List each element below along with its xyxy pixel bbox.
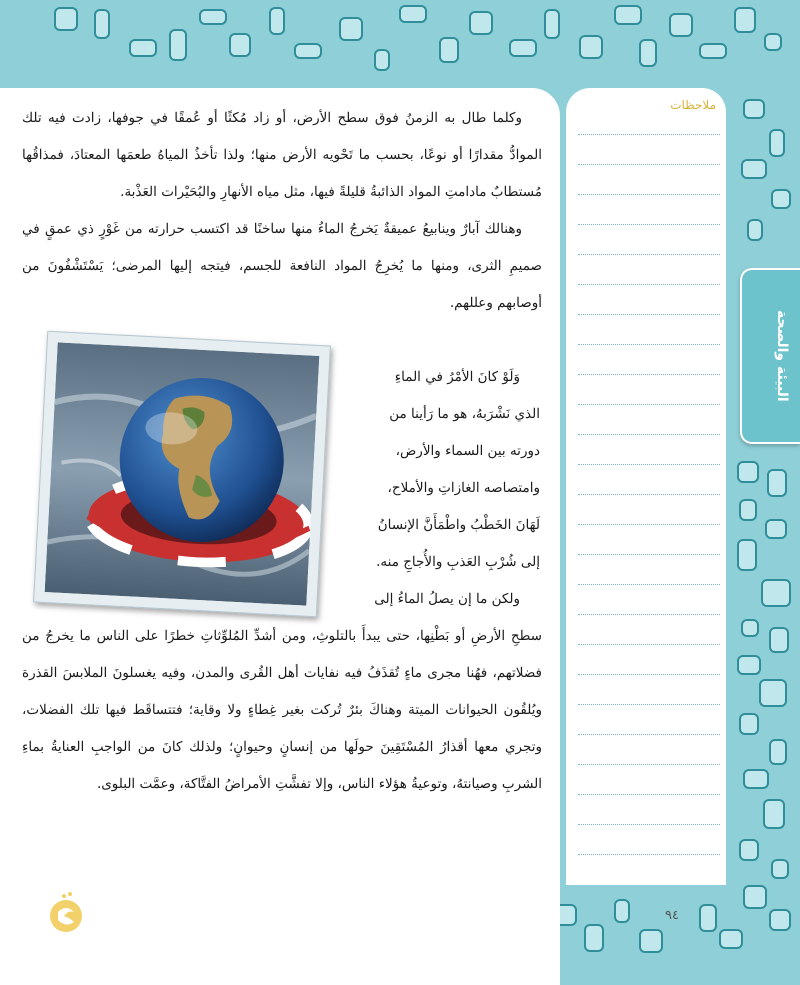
decorative-tile <box>764 800 784 828</box>
body-text-bottom <box>22 618 542 803</box>
decorative-tile <box>748 220 762 240</box>
note-line <box>578 464 720 465</box>
note-line <box>578 134 720 135</box>
decorative-tile <box>510 40 536 56</box>
decorative-tile <box>640 40 656 66</box>
note-line <box>578 284 720 285</box>
decorative-tile <box>738 540 756 570</box>
text-line: ولكن ما إن يصلُ الماءُ إلى <box>374 591 520 607</box>
earth-lifebuoy-illustration <box>45 342 320 605</box>
decorative-tile <box>772 860 788 878</box>
decorative-tile <box>760 680 786 706</box>
note-line <box>578 674 720 675</box>
body-text-wrapped <box>340 359 540 618</box>
note-line <box>578 704 720 705</box>
side-tab-environment-health[interactable] <box>740 268 800 444</box>
side-tab-label: البيئة والصحة <box>774 310 790 402</box>
note-line <box>578 824 720 825</box>
earth-lifebuoy-photo <box>33 331 331 617</box>
note-line <box>578 644 720 645</box>
decorative-tile <box>670 14 692 36</box>
publisher-logo-icon <box>46 888 86 938</box>
text-line: إلى شُرْبِ العَذبِ والأُجاجِ منه. <box>376 554 540 570</box>
text-line: لَهَانَ الخَطْبُ واطْمَأَنَّ الإنسانُ <box>377 517 540 533</box>
decorative-tile <box>742 620 758 636</box>
decorative-tile <box>742 160 766 178</box>
decorative-tile <box>740 840 758 860</box>
notes-title: ملاحظات <box>670 98 716 112</box>
decorative-tile <box>230 34 250 56</box>
decorative-tile <box>130 40 156 56</box>
note-line <box>578 434 720 435</box>
note-line <box>578 314 720 315</box>
decorative-tile <box>770 628 788 652</box>
decorative-tile <box>470 12 492 34</box>
decorative-tile <box>768 470 786 496</box>
decorative-tile <box>770 910 790 930</box>
decorative-tile <box>738 656 760 674</box>
decorative-tile <box>580 36 602 58</box>
note-line <box>578 494 720 495</box>
decorative-tile <box>615 900 629 922</box>
decorative-tile <box>720 930 742 948</box>
decorative-tile <box>375 50 389 70</box>
decorative-tile <box>770 740 786 764</box>
decorative-tile <box>762 580 790 606</box>
note-line <box>578 344 720 345</box>
paragraph: وهنالك آبارٌ وينابيعُ عميقةٌ يَخرجُ الماءُ منها ساخنًا قد اكتسب حرارته من غَوْرٍ ذي عمقٍ في صميمِ الثرى، ومنها ما يُخرِجُ المواد النافعة للجسم، فيتجه إليها المرضى؛ يَسْتَشْفُونَ من أوصابهم وعللهم. <box>22 221 542 311</box>
decorative-tile <box>735 8 755 32</box>
decorative-tile <box>700 44 726 58</box>
decorative-tile <box>55 8 77 30</box>
text-line: الذي نَشْرَبهُ، هو ما رَأينا من <box>389 406 540 422</box>
decorative-tile <box>740 500 756 520</box>
note-line <box>578 194 720 195</box>
note-line <box>578 794 720 795</box>
notes-panel <box>566 88 726 885</box>
body-text-top <box>22 100 542 322</box>
decorative-tile <box>440 38 458 62</box>
note-line <box>578 224 720 225</box>
note-line <box>578 374 720 375</box>
text-line: وَلَوْ كانَ الأمْرُ في الماءِ <box>394 369 520 385</box>
note-line <box>578 164 720 165</box>
decorative-tile <box>170 30 186 60</box>
page-number: ٩٤ <box>665 908 679 923</box>
note-line <box>578 404 720 405</box>
decorative-tile <box>545 10 559 38</box>
decorative-tile <box>744 770 768 788</box>
decorative-tile <box>765 34 781 50</box>
decorative-tile <box>744 886 766 908</box>
decorative-tile <box>340 18 362 40</box>
note-line <box>578 854 720 855</box>
decorative-tile <box>770 130 784 156</box>
decorative-tile <box>615 6 641 24</box>
decorative-tile <box>744 100 764 118</box>
note-line <box>578 614 720 615</box>
note-line <box>578 764 720 765</box>
text-line: دورته بين السماء والأرض، <box>395 443 540 459</box>
decorative-tile <box>400 6 426 22</box>
decorative-tile <box>95 10 109 38</box>
note-line <box>578 734 720 735</box>
decorative-tile <box>270 8 284 34</box>
note-line <box>578 254 720 255</box>
note-line <box>578 524 720 525</box>
decorative-tile <box>772 190 790 208</box>
decorative-tile <box>738 462 758 482</box>
decorative-tile <box>640 930 662 952</box>
text-line: وامتصاصه الغازاتِ والأملاح، <box>387 480 540 496</box>
paragraph: وكلما طال به الزمنُ فوق سطح الأرض، أو زاد مُكثًا أو عُمقًا في جوفها، زادت فيه تلك الموادُّ مقدارًا أو نوعًا، بحسب ما تَحْويه الأرض منها؛ ولذا تأخذُ المياهُ طعمَها المعتادَ، فمذاقُها مُستطابٌ مادامتِ المواد الذائبةُ قليلةً فيها، مثل مياه الأنهارِ والبُحَيْرات العَذْبة. <box>22 110 542 200</box>
decorative-tile <box>295 44 321 58</box>
decorative-tile <box>700 905 716 931</box>
note-line <box>578 584 720 585</box>
paragraph: سطحِ الأرضِ أو بَطْنِها، حتى يبدأَ بالتلوثِ، ومن أشدِّ المُلوِّثاتِ خطرًا على الناس ما يخرجُ من فضلاتهم، فهُنا مجرى ماءٍ تُقذَفُ فيه نفايات أهل القُرى والمدن، وفيه يغسلونَ الملابسَ القذرة ويُلقُون الحيوانات الميتة وهناكَ بئرٌ تُركت بغير غِطاءٍ ولا وقاية؛ فتتساقَط فيها تلك الفضلات، وتجري معها أقذارُ المُسْتَقِينَ حولَها من إنسانٍ وحيوانٍ؛ ولذلك كانَ من الواجبِ العنايةُ بماءِ الشربِ وصيانتهُ، وتوعيةُ هؤلاء الناس، وإلا تفشَّتِ الأمراضُ الفتَّاكة، وعمَّت البلوى. <box>22 628 542 792</box>
decorative-tile <box>200 10 226 24</box>
decorative-tile <box>766 520 786 538</box>
note-line <box>578 554 720 555</box>
decorative-tile <box>740 714 758 734</box>
decorative-tile <box>585 925 603 951</box>
